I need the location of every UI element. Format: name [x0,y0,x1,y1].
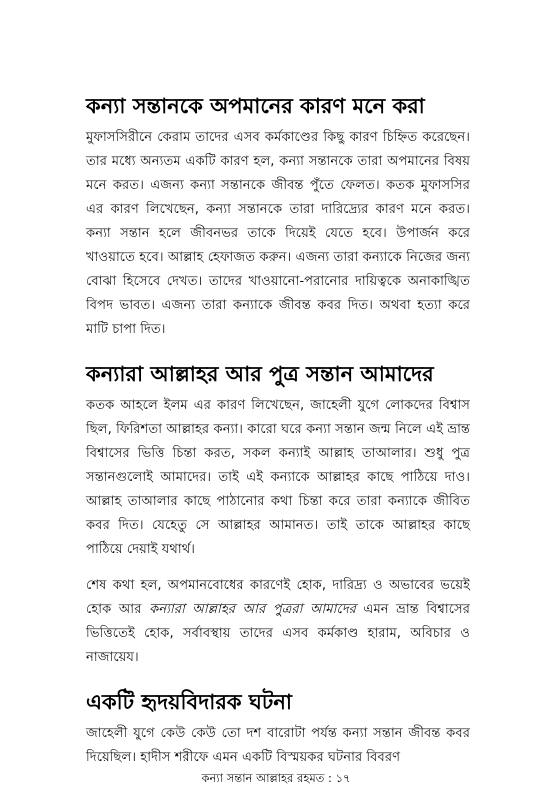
conclusion-italic-quote: কন্যারা আল্লাহর আর পুত্ররা আমাদের [148,602,356,617]
section-heartbreaking-event [86,688,470,770]
conclusion-text-start: শেষ কথা হল, অপমানবোধের কারণেই হোক, দারিদ্র্য ও অভাবের ভয়েই হোক আর [86,578,470,617]
section-paragraph: কতক আহলে ইলম এর কারণ লিখেছেন, জাহেলী যুগে লোকদের বিশ্বাস ছিল, ফিরিশতা আল্লাহর কন্যা। কারো ঘরে কন্যা সন্তান জন্ম নিলে এই ভ্রান্ত বিশ্বাসের ভিত্তি চিন্তা করত, সকল কন্যাই আল্লাহ তাআলার। শুধু পুত্র সন্তানগুলোই আমাদের। তাই এই কন্যাকে আল্লাহর কাছে পাঠিয়ে দাও। আল্লাহ তাআলার কাছে পাঠানোর কথা চিন্তা করে তারা কন্যাকে জীবিত কবর দিত। যেহেতু সে আল্লাহর আমানত। তাই তাকে আল্লাহর কাছে পাঠিয়ে দেয়াই যথার্থ। [86,398,470,557]
section-heading: কন্যা সন্তানকে অপমানের কারণ মনে করা [86,94,425,118]
section-daughters-belief [86,360,470,670]
conclusion-text-end: এমন ভ্রান্ত বিশ্বাসের ভিত্তিতেই হোক, সর্বাবস্থায় তাদের এসব কর্মকাণ্ড হারাম, অবিচার ও নাজায়েয। [86,602,470,665]
section-paragraph-conclusion [86,574,470,670]
section-insult [86,92,470,342]
section-paragraph: মুফাসসিরীনে কেরাম তাদের এসব কর্মকাণ্ডের কিছু কারণ চিহ্নিত করেছেন। তার মধ্যে অন্যতম একটি কারণ হল, কন্যা সন্তানকে তারা অপমানের বিষয় মনে করত। এজন্য কন্যা সন্তানকে জীবন্ত পুঁতে ফেলত। কতক মুফাসসির এর কারণ লিখেছেন, কন্যা সন্তানকে তারা দারিদ্র্যের কারণ মনে করত। কন্যা সন্তান হলে জীবনভর তাকে দিয়েই যেতে হবে। উপার্জন করে খাওয়াতে হবে। আল্লাহ হেফাজত করুন। এজন্য তারা কন্যাকে নিজের জন্য বোঝা হিসেবে দেখত। তাদের খাওয়ানো-পরানোর দায়িত্বকে অনাকাঙ্খিত বিপদ ভাবত। এজন্য তারা কন্যাকে জীবন্ত কবর দিত। অথবা হত্যা করে মাটি চাপা দিত। [86,130,470,337]
page-footer: কন্যা সন্তান আল্লাহর রহমত : ১৭ [201,771,351,785]
section-paragraph: জাহেলী যুগে কেউ কেউ তো দশ বারোটা পর্যন্ত কন্যা সন্তান জীবন্ত কবর দিয়েছিল। হাদীস শরীফে এমন একটি বিস্ময়কর ঘটনার বিবরণ [86,726,470,765]
page-content [86,92,470,788]
section-heading: একটি হৃদয়বিদারক ঘটনা [86,690,292,714]
section-heading: কন্যারা আল্লাহর আর পুত্র সন্তান আমাদের [86,362,434,386]
